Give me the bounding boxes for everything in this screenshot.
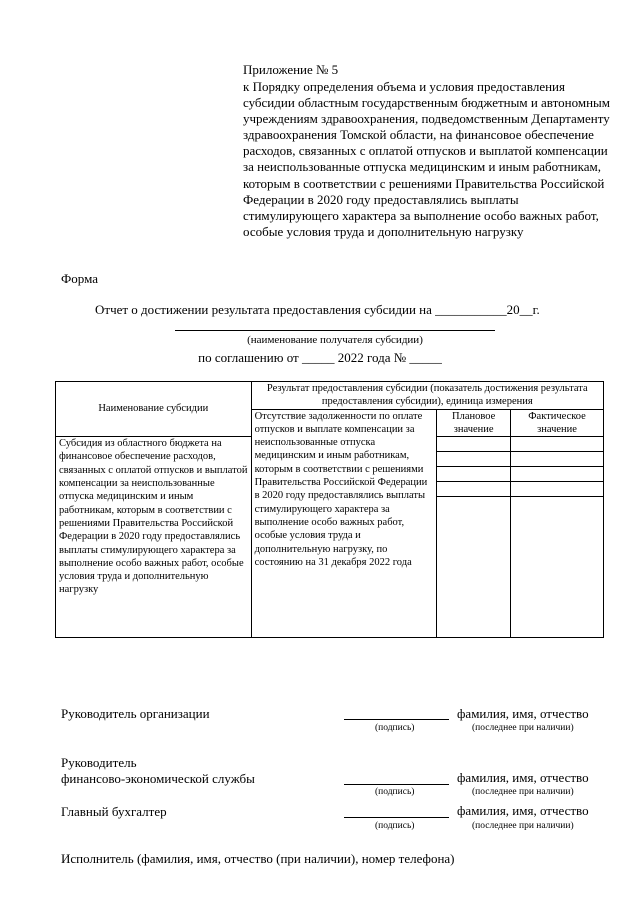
actual-value-cell <box>511 497 604 638</box>
subsidy-name-cell: Субсидия из областного бюджета на финансовое обеспечение расходов, связанных с оплатой отпусков и выплатой компенсации за неиспользованные отпуска медицинским и иным работникам, которым в соответствии с решениями Правительства Российской Федерации в 2020 году предоставлялись выплаты стимулирующего характера за выполнение особо важных работ, особые условия труда и дополнительную нагрузку <box>56 437 252 638</box>
subsidy-table <box>55 381 604 638</box>
actual-value-cell <box>511 437 604 452</box>
head-fin-sign-caption: (подпись) <box>375 787 415 797</box>
head-fin-fio: фамилия, имя, отчество <box>457 770 589 785</box>
executor-label: Исполнитель (фамилия, имя, отчество (при наличии), номер телефона) <box>61 851 455 866</box>
header-result: Результат предоставления субсидии (показатель достижения результата предоставления субсидии), единица измерения <box>251 382 603 410</box>
head-fin-fio-caption: (последнее при наличии) <box>472 787 574 797</box>
chief-accountant-signature-line <box>344 817 449 818</box>
appendix-title: Приложение № 5 <box>243 62 339 77</box>
header-planned: Плановое значение <box>437 409 511 437</box>
chief-accountant-sign-caption: (подпись) <box>375 821 415 831</box>
indicator-cell: Отсутствие задолженности по оплате отпусков и выплате компенсации за неиспользованные отпуска медицинским и иным работникам, которым в соответствии с решениями Правительства Российской Федерации в 2020 году предоставлялись выплаты стимулирующего характера за выполнение особо важных работ, особые условия труда и дополнительную нагрузку, по состоянию на 31 декабря 2022 года <box>251 409 437 638</box>
head-fin-signature-line <box>344 784 449 785</box>
appendix-text: к Порядку определения объема и условия предоставления субсидии областным государственным бюджетным и автономным учреждениям здравоохранения, подведомственным Департаменту здравоохранения Томской области, на финансовое обеспечение расходов, связанных с оплатой отпусков и выплатой компенсации за неиспользованные отпуска медицинским и иным работникам, которым в соответствии с решениями Правительства Российской Федерации в 2020 году предоставлялись выплаты стимулирующего характера за выполнение особо важных работ, особые условия труда и дополнительную нагрузку <box>243 79 610 239</box>
recipient-line <box>175 330 495 331</box>
agreement-line: по соглашению от _____ 2022 года № _____ <box>198 350 442 365</box>
planned-value-cell <box>437 467 511 482</box>
planned-value-cell <box>437 497 511 638</box>
head-fin-label-line2: финансово-экономической службы <box>61 771 255 786</box>
planned-value-cell <box>437 482 511 497</box>
chief-accountant-fio-caption: (последнее при наличии) <box>472 821 574 831</box>
actual-value-cell <box>511 482 604 497</box>
head-org-fio: фамилия, имя, отчество <box>457 706 589 721</box>
head-org-signature-line <box>344 719 449 720</box>
actual-value-cell <box>511 452 604 467</box>
chief-accountant-label: Главный бухгалтер <box>61 804 167 819</box>
table-header-row <box>56 382 604 410</box>
head-org-label: Руководитель организации <box>61 706 210 721</box>
actual-value-cell <box>511 467 604 482</box>
header-actual: Фактическое значение <box>511 409 604 437</box>
recipient-caption: (наименование получателя субсидии) <box>247 334 423 346</box>
report-title: Отчет о достижении результата предоставления субсидии на ___________20__г. <box>95 302 540 317</box>
head-fin-label-line1: Руководитель <box>61 755 137 770</box>
planned-value-cell <box>437 437 511 452</box>
head-org-sign-caption: (подпись) <box>375 723 415 733</box>
planned-value-cell <box>437 452 511 467</box>
chief-accountant-fio: фамилия, имя, отчество <box>457 803 589 818</box>
form-label: Форма <box>61 271 98 286</box>
header-subsidy-name: Наименование субсидии <box>56 382 252 437</box>
head-org-fio-caption: (последнее при наличии) <box>472 723 574 733</box>
